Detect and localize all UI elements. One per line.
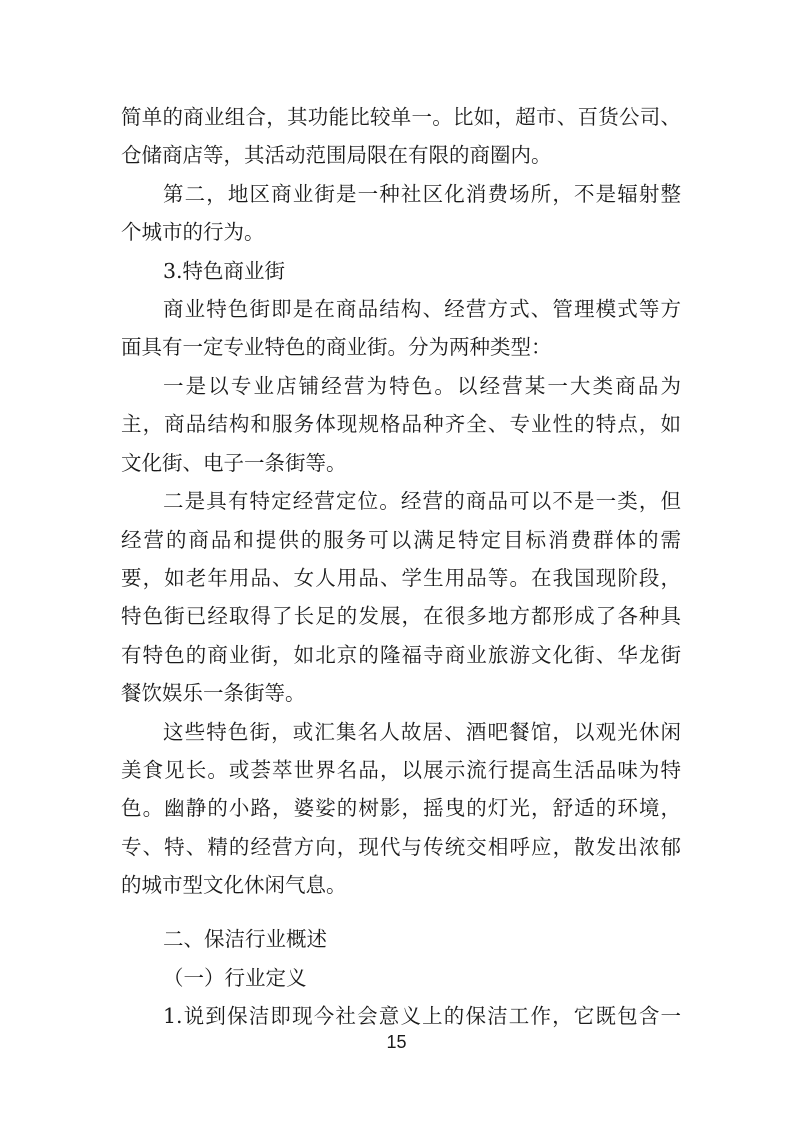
paragraph-line: 二是具有特定经营定位。经营的商品可以不是一类，但 [163, 489, 681, 513]
section-heading: 二、保洁行业概述 [163, 927, 327, 951]
paragraph-line: 仓储商店等，其活动范围局限在有限的商圈内。 [121, 143, 552, 167]
page-number: 15 [386, 1032, 407, 1052]
paragraph-line: 第二，地区商业街是一种社区化消费场所，不是辐射整 [163, 182, 681, 206]
paragraph-line: 的城市型文化休闲气息。 [121, 873, 347, 897]
paragraph-line: 要，如老年用品、女人用品、学生用品等。在我国现阶段， [121, 566, 681, 590]
paragraph-line: 餐饮娱乐一条街等。 [121, 681, 306, 705]
paragraph-line: 专、特、精的经营方向，现代与传统交相呼应，散发出浓郁 [121, 835, 681, 859]
paragraph-line: 简单的商业组合，其功能比较单一。比如，超市、百货公司、 [121, 105, 681, 129]
paragraph-line: 主，商品结构和服务体现规格品种齐全、专业性的特点，如 [121, 412, 681, 436]
subheading: 3.特色商业街 [163, 259, 286, 283]
paragraph-line: 色。幽静的小路，婆娑的树影，摇曳的灯光，舒适的环境， [121, 796, 681, 820]
subsection-heading: （一）行业定义 [163, 966, 307, 990]
paragraph-line: 特色街已经取得了长足的发展，在很多地方都形成了各种具 [121, 604, 681, 628]
paragraph-line: 经营的商品和提供的服务可以满足特定目标消费群体的需 [121, 528, 681, 552]
paragraph-line: 文化街、电子一条街等。 [121, 451, 347, 475]
paragraph-line: 个城市的行为。 [121, 220, 265, 244]
paragraph-line: 有特色的商业街，如北京的隆福寺商业旅游文化街、华龙街 [121, 643, 681, 667]
paragraph-line: 这些特色街，或汇集名人故居、酒吧餐馆，以观光休闲 [163, 720, 681, 744]
paragraph-line: 面具有一定专业特色的商业街。分为两种类型： [121, 335, 552, 359]
paragraph-line: 美食见长。或荟萃世界名品，以展示流行提高生活品味为特 [121, 758, 681, 782]
paragraph-line: 1.说到保洁即现今社会意义上的保洁工作，它既包含一 [163, 1004, 681, 1028]
paragraph-line: 一是以专业店铺经营为特色。以经营某一大类商品为 [163, 374, 681, 398]
paragraph-line: 商业特色街即是在商品结构、经营方式、管理模式等方 [163, 297, 681, 321]
